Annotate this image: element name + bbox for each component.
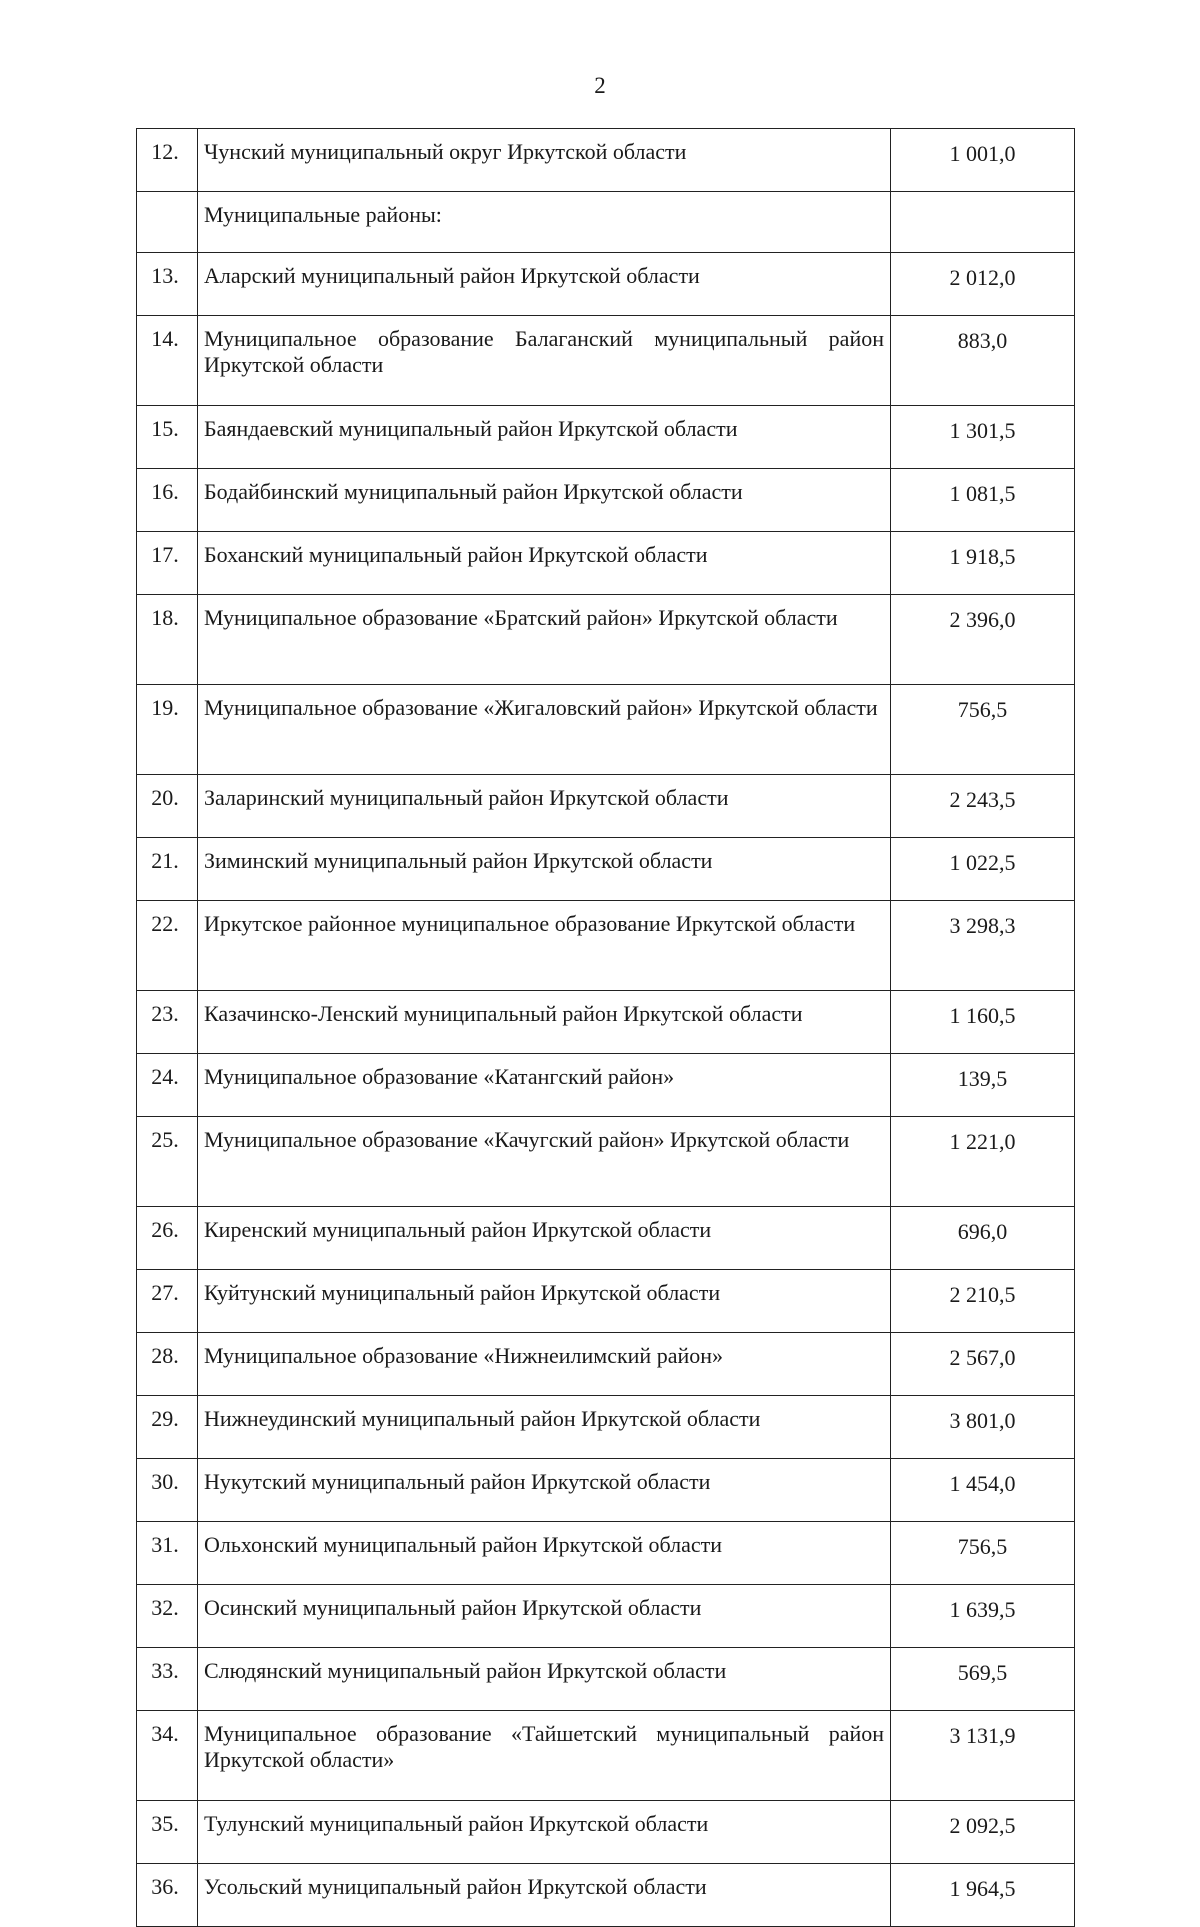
amount-value: 1 454,0 [891,1459,1075,1522]
row-number: 12. [137,129,198,192]
municipality-name: Муниципальное образование «Братский район» Иркутской области [198,595,891,685]
table-row [137,1522,1075,1585]
table-row [137,1585,1075,1648]
row-number: 23. [137,991,198,1054]
row-number: 28. [137,1333,198,1396]
amount-value: 1 301,5 [891,406,1075,469]
amount-value: 2 012,0 [891,253,1075,316]
municipality-name: Осинский муниципальный район Иркутской области [198,1585,891,1648]
table-row [137,1396,1075,1459]
page-number: 2 [594,73,606,98]
row-number: 20. [137,775,198,838]
municipality-name: Муниципальное образование Балаганский муниципальный район Иркутской области [198,316,891,406]
row-number: 24. [137,1054,198,1117]
municipality-name: Боханский муниципальный район Иркутской области [198,532,891,595]
row-number: 17. [137,532,198,595]
table-row [137,1333,1075,1396]
table-row [137,775,1075,838]
amount-value: 1 918,5 [891,532,1075,595]
table-row [137,1648,1075,1711]
section-header-row [137,192,1075,253]
table-row [137,1801,1075,1864]
municipality-name: Казачинско-Ленский муниципальный район Иркутской области [198,991,891,1054]
row-number: 13. [137,253,198,316]
row-number: 18. [137,595,198,685]
amount-value [891,192,1075,253]
amount-value: 2 396,0 [891,595,1075,685]
row-number: 35. [137,1801,198,1864]
table-row [137,595,1075,685]
amount-value: 3 131,9 [891,1711,1075,1801]
row-number: 29. [137,1396,198,1459]
municipality-name: Заларинский муниципальный район Иркутской области [198,775,891,838]
table-row [137,1459,1075,1522]
table-row [137,991,1075,1054]
amount-value: 756,5 [891,1522,1075,1585]
row-number: 31. [137,1522,198,1585]
amount-value: 2 210,5 [891,1270,1075,1333]
municipality-name: Киренский муниципальный район Иркутской области [198,1207,891,1270]
amount-value: 1 964,5 [891,1864,1075,1927]
row-number [137,192,198,253]
row-number: 30. [137,1459,198,1522]
municipality-name: Бодайбинский муниципальный район Иркутской области [198,469,891,532]
municipality-name: Баяндаевский муниципальный район Иркутской области [198,406,891,469]
municipality-name: Слюдянский муниципальный район Иркутской области [198,1648,891,1711]
row-number: 26. [137,1207,198,1270]
municipality-name: Тулунский муниципальный район Иркутской области [198,1801,891,1864]
row-number: 14. [137,316,198,406]
amount-value: 2 567,0 [891,1333,1075,1396]
amount-value: 1 001,0 [891,129,1075,192]
table-row [137,316,1075,406]
amount-value: 1 081,5 [891,469,1075,532]
amount-value: 569,5 [891,1648,1075,1711]
municipality-name: Куйтунский муниципальный район Иркутской области [198,1270,891,1333]
amount-value: 2 092,5 [891,1801,1075,1864]
amount-value: 3 801,0 [891,1396,1075,1459]
amount-value: 139,5 [891,1054,1075,1117]
table-row [137,838,1075,901]
row-number: 34. [137,1711,198,1801]
municipality-name: Нукутский муниципальный район Иркутской области [198,1459,891,1522]
table-row [137,532,1075,595]
table-body [137,129,1075,1927]
table-row [137,1711,1075,1801]
row-number: 15. [137,406,198,469]
municipality-name: Муниципальное образование «Тайшетский муниципальный район Иркутской области» [198,1711,891,1801]
amount-value: 883,0 [891,316,1075,406]
row-number: 21. [137,838,198,901]
allocation-table [136,128,1075,1927]
amount-value: 756,5 [891,685,1075,775]
municipality-name: Нижнеудинский муниципальный район Иркутской области [198,1396,891,1459]
row-number: 25. [137,1117,198,1207]
amount-value: 1 022,5 [891,838,1075,901]
table-row [137,129,1075,192]
table-row [137,406,1075,469]
row-number: 27. [137,1270,198,1333]
municipality-name: Муниципальное образование «Качугский район» Иркутской области [198,1117,891,1207]
row-number: 33. [137,1648,198,1711]
table-row [137,685,1075,775]
section-heading: Муниципальные районы: [198,192,891,253]
table-row [137,253,1075,316]
municipality-name: Иркутское районное муниципальное образование Иркутской области [198,901,891,991]
municipality-name: Аларский муниципальный район Иркутской области [198,253,891,316]
municipality-name: Муниципальное образование «Катангский район» [198,1054,891,1117]
row-number: 16. [137,469,198,532]
municipality-name: Ольхонский муниципальный район Иркутской области [198,1522,891,1585]
table-row [137,1207,1075,1270]
amount-value: 1 160,5 [891,991,1075,1054]
amount-value: 1 639,5 [891,1585,1075,1648]
table-row [137,1864,1075,1927]
row-number: 32. [137,1585,198,1648]
amount-value: 1 221,0 [891,1117,1075,1207]
municipality-name: Зиминский муниципальный район Иркутской области [198,838,891,901]
table-row [137,1117,1075,1207]
municipality-name: Муниципальное образование «Нижнеилимский район» [198,1333,891,1396]
amount-value: 2 243,5 [891,775,1075,838]
amount-value: 696,0 [891,1207,1075,1270]
table-row [137,1270,1075,1333]
amount-value: 3 298,3 [891,901,1075,991]
table-row [137,1054,1075,1117]
table-row [137,469,1075,532]
row-number: 22. [137,901,198,991]
municipality-name: Усольский муниципальный район Иркутской области [198,1864,891,1927]
row-number: 36. [137,1864,198,1927]
table-row [137,901,1075,991]
municipality-name: Муниципальное образование «Жигаловский район» Иркутской области [198,685,891,775]
municipality-name: Чунский муниципальный округ Иркутской области [198,129,891,192]
row-number: 19. [137,685,198,775]
